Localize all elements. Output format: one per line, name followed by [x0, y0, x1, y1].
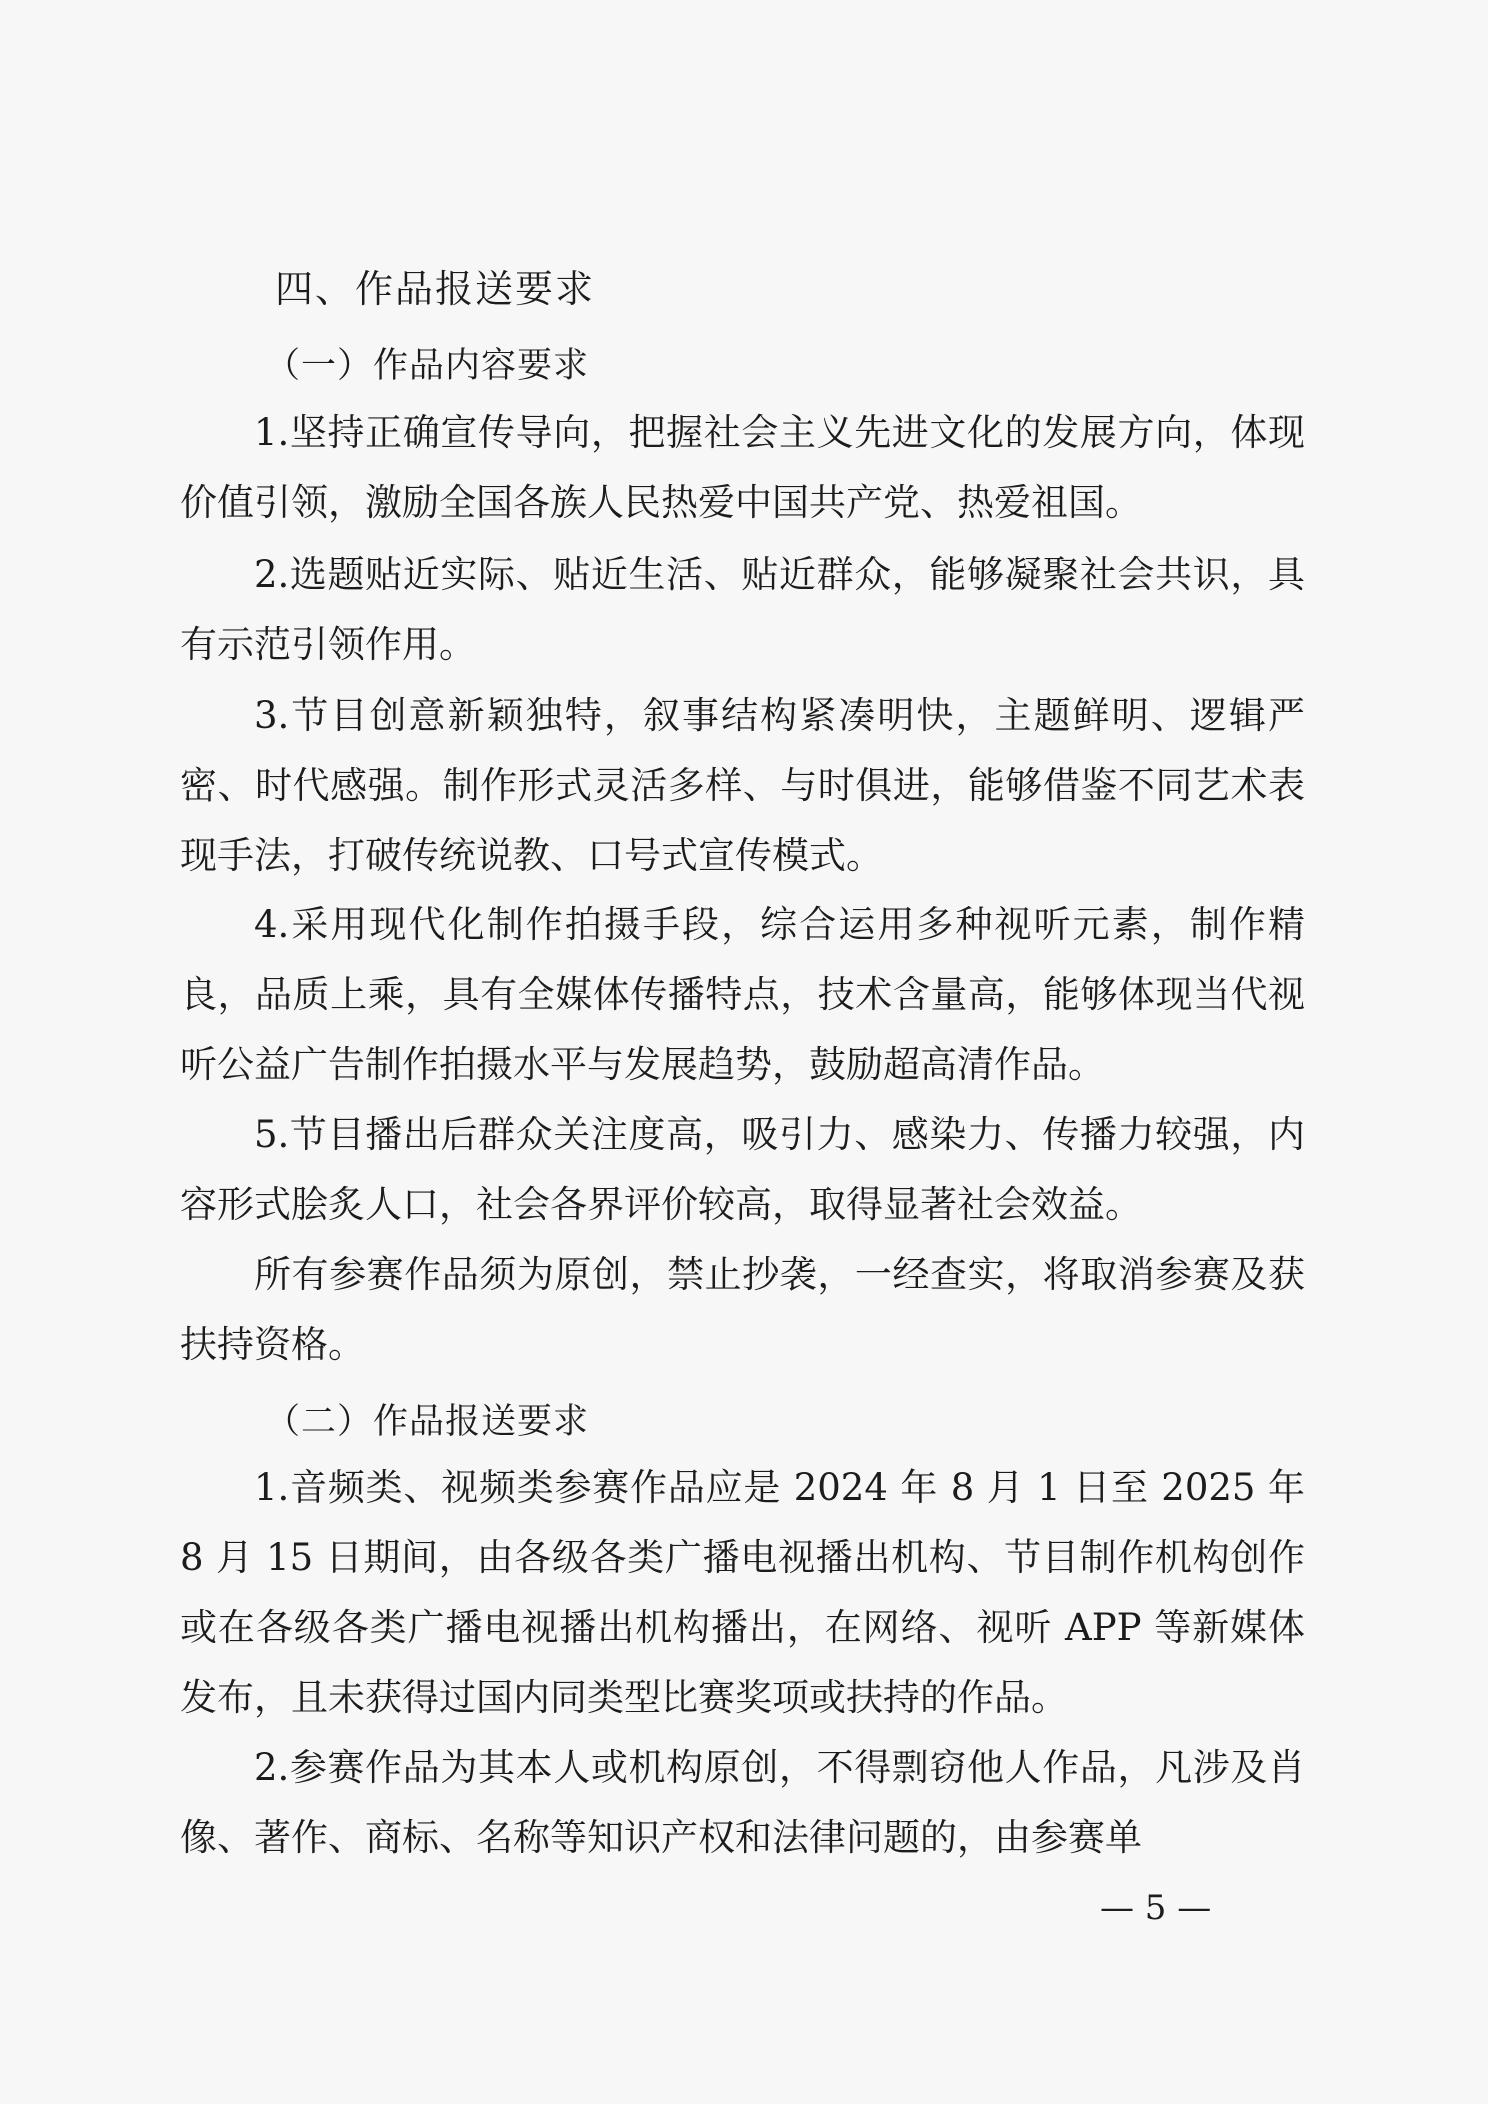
- page-number: — 5 —: [1100, 1888, 1212, 1928]
- originality-note: 所有参赛作品须为原创，禁止抄袭，一经查实，将取消参赛及获扶持资格。: [180, 1253, 1305, 1366]
- submission-item-2: 2.参赛作品为其本人或机构原创，不得剽窃他人作品，凡涉及肖像、著作、商标、名称等知识产权和法律问题的，由参赛单: [180, 1746, 1305, 1859]
- content-item-3: 3.节目创意新颖独特，叙事结构紧凑明快，主题鲜明、逻辑严密、时代感强。制作形式灵活多样、与时俱进，能够借鉴不同艺术表现手法，打破传统说教、口号式宣传模式。: [180, 694, 1305, 877]
- content-item-2: 2.选题贴近实际、贴近生活、贴近群众，能够凝聚社会共识，具有示范引领作用。: [180, 553, 1305, 666]
- content-item-5: 5.节目播出后群众关注度高，吸引力、感染力、传播力较强，内容形式脍炙人口，社会各界评价较高，取得显著社会效益。: [180, 1113, 1305, 1226]
- subsection-title-content: （一）作品内容要求: [265, 346, 590, 386]
- submission-item-1: 1.音频类、视频类参赛作品应是 2024 年 8 月 1 日至 2025 年 8 月 15 日期间，由各级各类广播电视播出机构、节目制作机构创作或在各级各类广播电视播出机构播出，在网络、视听 APP 等新媒体发布，且未获得过国内同类型比赛奖项或扶持的作品。: [180, 1466, 1305, 1719]
- content-item-1: 1.坚持正确宣传导向，把握社会主义先进文化的发展方向，体现价值引领，激励全国各族人民热爱中国共产党、热爱祖国。: [180, 411, 1305, 524]
- content-item-4: 4.采用现代化制作拍摄手段，综合运用多种视听元素，制作精良，品质上乘，具有全媒体传播特点，技术含量高，能够体现当代视听公益广告制作拍摄水平与发展趋势，鼓励超高清作品。: [180, 903, 1305, 1086]
- subsection-title-submission: （二）作品报送要求: [265, 1402, 590, 1442]
- section-title: 四、作品报送要求: [275, 267, 596, 311]
